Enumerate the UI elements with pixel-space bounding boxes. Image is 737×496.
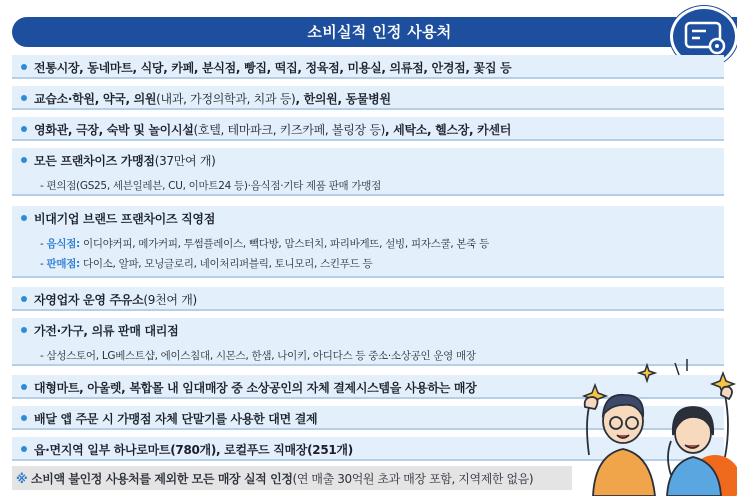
list-item-subtext: - 판매점: 다이소, 알파, 모닝글로리, 네이처리퍼블릭, 토니모리, 스킨푸드 등	[40, 258, 373, 270]
list-item-text: 배달 앱 주문 시 가맹점 자체 단말기를 사용한 대면 결제	[34, 412, 318, 426]
footnote-text: ※ 소비액 불인정 사용처를 제외한 모든 매장 실적 인정(연 매출 30억원 초과 매장 포함, 지역제한 없음)	[16, 472, 534, 486]
bullet-icon	[21, 126, 27, 132]
cheering-people-illustration	[575, 345, 737, 496]
list-item-text: 전통시장, 동네마트, 식당, 카페, 분식점, 빵집, 떡집, 정육점, 미용실, 의류점, 안경점, 꽃집 등	[34, 61, 512, 75]
list-item-text: 교습소·학원, 약국, 의원(내과, 가정의학과, 치과 등), 한의원, 동물병원	[34, 92, 391, 106]
list-item-text: 모든 프랜차이즈 가맹점(37만여 개)	[34, 154, 216, 168]
list-item-text: 비대기업 브랜드 프랜차이즈 직영점	[34, 212, 216, 226]
list-item-subtext: - 편의점(GS25, 세븐일레븐, CU, 이마트24 등)·음식점·기타 제품 판매 가맹점	[40, 180, 381, 192]
list-item-text: 대형마트, 아울렛, 복합몰 내 임대매장 중 소상공인의 자체 결제시스템을 사용하는 매장	[34, 381, 477, 395]
list-item-text: 가전·가구, 의류 판매 대리점	[34, 324, 179, 338]
list-item-subtext: - 음식점: 이디야커피, 메가커피, 투썸플레이스, 빽다방, 맘스터치, 파리바게뜨, 설빙, 피자스쿨, 본죽 등	[40, 238, 489, 250]
list-item-subtext: - 삼성스토어, LG베스트샵, 에이스침대, 시몬스, 한샘, 나이키, 아디다스 등 중소·소상공인 운영 매장	[40, 350, 476, 362]
list-item-text: 자영업자 운영 주유소(9천여 개)	[34, 293, 197, 307]
bullet-icon	[21, 327, 27, 333]
bullet-icon	[21, 157, 27, 163]
list-item-text: 영화관, 극장, 숙박 및 놀이시설(호텔, 테마파크, 키즈카페, 볼링장 등), 세탁소, 헬스장, 카센터	[34, 123, 512, 137]
bullet-icon	[21, 415, 27, 421]
title-bar	[12, 17, 737, 47]
list-item	[12, 287, 724, 311]
list-item-text: 읍·면지역 일부 하나로마트(780개), 로컬푸드 직매장(251개)	[34, 443, 353, 457]
footnote	[12, 466, 572, 490]
page-title: 소비실적 인정 사용처	[307, 23, 452, 41]
list-item	[12, 55, 724, 79]
bullet-icon	[21, 446, 27, 452]
bullet-icon	[21, 215, 27, 221]
list-item	[12, 206, 724, 278]
list-item	[12, 117, 724, 141]
bullet-icon	[21, 384, 27, 390]
bullet-icon	[21, 64, 27, 70]
bullet-icon	[21, 296, 27, 302]
bullet-icon	[21, 95, 27, 101]
list-item	[12, 86, 724, 110]
list-item	[12, 148, 724, 196]
